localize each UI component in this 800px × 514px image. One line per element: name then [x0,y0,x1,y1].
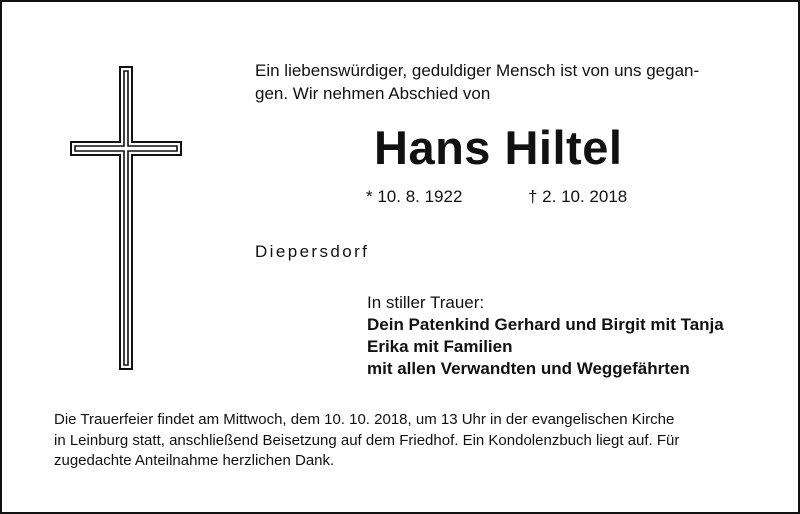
mourners-block [367,292,724,380]
hometown: Diepersdorf [255,242,370,261]
mourners-heading: In stiller Trauer: [367,293,485,312]
notice-line: zugedachte Anteilnahme herzlichen Dank. [54,452,335,469]
notice-line: in Leinburg statt, anschließend Beisetzung auf dem Friedhof. Ein Kondolenzbuch liegt auf. Für [54,431,680,449]
intro-line-1: Ein liebenswürdiger, geduldiger Mensch ist von uns gegan- [255,61,700,80]
mourners-line: mit allen Verwandten und Weggefährten [367,359,690,378]
death-date: † 2. 10. 2018 [528,187,628,206]
notice-line: Die Trauerfeier findet am Mittwoch, dem 10. 10. 2018, um 13 Uhr in der evangelischen Kirche [54,411,675,428]
mourners-line: Dein Patenkind Gerhard und Birgit mit Tanja [367,315,724,334]
funeral-notice [54,410,774,472]
mourners-line: Erika mit Familien [367,337,513,356]
intro-line-2: gen. Wir nehmen Abschied von [255,84,491,103]
intro-text [255,59,755,105]
cross-icon [70,66,182,370]
birth-date: * 10. 8. 1922 [366,187,463,206]
deceased-name: Hans Hiltel [374,121,623,174]
